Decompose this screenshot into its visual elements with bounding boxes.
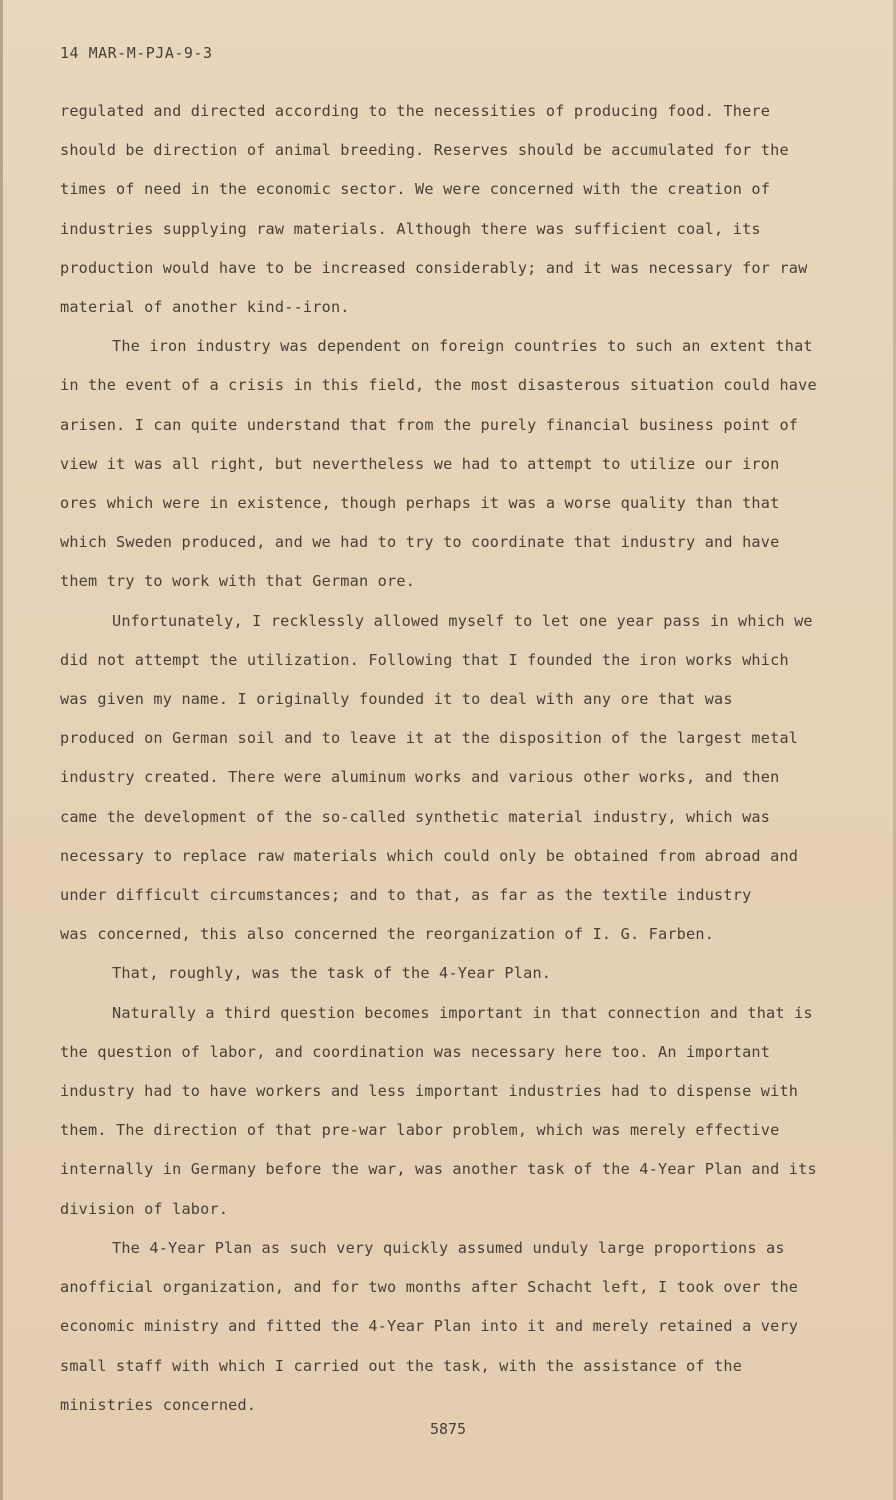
text-line: did not attempt the utilization. Following that I founded the iron works which — [60, 650, 789, 669]
document-body — [60, 92, 850, 1425]
paragraph — [60, 602, 850, 955]
paragraph — [60, 92, 850, 327]
text-line: the question of labor, and coordination was necessary here too. An important — [60, 1042, 771, 1061]
text-line: times of need in the economic sector. We were concerned with the creation of — [60, 180, 771, 199]
text-line: industry created. There were aluminum works and various other works, and then — [60, 768, 780, 787]
text-line: which Sweden produced, and we had to try to coordinate that industry and have — [60, 533, 780, 552]
text-line: view it was all right, but nevertheless we had to attempt to utilize our iron — [60, 454, 780, 473]
paragraph — [60, 994, 850, 1229]
text-line: necessary to replace raw materials which could only be obtained from abroad and — [60, 846, 799, 865]
text-line: Unfortunately, I recklessly allowed myself to let one year pass in which we — [112, 611, 813, 630]
paragraph — [60, 327, 850, 601]
document-header: 14 MAR-M-PJA-9-3 — [60, 44, 213, 62]
paragraph — [60, 954, 850, 993]
text-line: material of another kind--iron. — [60, 298, 350, 317]
text-line: was given my name. I originally founded it to deal with any ore that was — [60, 690, 733, 709]
text-line: should be direction of animal breeding. Reserves should be accumulated for the — [60, 141, 789, 160]
text-line: Naturally a third question becomes important in that connection and that is — [112, 1003, 813, 1022]
text-line: ores which were in existence, though perhaps it was a worse quality than that — [60, 494, 780, 513]
page-number: 5875 — [429, 1420, 467, 1438]
text-line: ministries concerned. — [60, 1395, 257, 1414]
text-line: small staff with which I carried out the task, with the assistance of the — [60, 1356, 743, 1375]
text-line: division of labor. — [60, 1199, 229, 1218]
text-line: The 4-Year Plan as such very quickly assumed unduly large proportions as — [112, 1238, 785, 1257]
text-line: was concerned, this also concerned the reorganization of I. G. Farben. — [60, 925, 715, 944]
paragraph — [60, 1229, 850, 1425]
text-line: them try to work with that German ore. — [60, 572, 416, 591]
text-line: internally in Germany before the war, was another task of the 4-Year Plan and its — [60, 1160, 817, 1179]
text-line: The iron industry was dependent on foreign countries to such an extent that — [112, 337, 813, 356]
text-line: production would have to be increased considerably; and it was necessary for raw — [60, 258, 808, 277]
text-line: them. The direction of that pre-war labor problem, which was merely effective — [60, 1121, 780, 1140]
text-line: industry had to have workers and less important industries had to dispense with — [60, 1082, 799, 1101]
text-line: under difficult circumstances; and to that, as far as the textile industry — [60, 886, 752, 905]
text-line: in the event of a crisis in this field, the most disasterous situation could have — [60, 376, 817, 395]
text-line: anofficial organization, and for two months after Schacht left, I took over the — [60, 1278, 799, 1297]
text-line: produced on German soil and to leave it at the disposition of the largest metal — [60, 729, 799, 748]
text-line: economic ministry and fitted the 4-Year Plan into it and merely retained a very — [60, 1317, 799, 1336]
text-line: industries supplying raw materials. Although there was sufficient coal, its — [60, 219, 761, 238]
text-line: That, roughly, was the task of the 4-Year Plan. — [112, 964, 552, 983]
text-line: arisen. I can quite understand that from the purely financial business point of — [60, 415, 799, 434]
page-edge-left — [0, 0, 3, 1500]
text-line: regulated and directed according to the necessities of producing food. There — [60, 102, 771, 120]
text-line: came the development of the so-called synthetic material industry, which was — [60, 807, 771, 826]
